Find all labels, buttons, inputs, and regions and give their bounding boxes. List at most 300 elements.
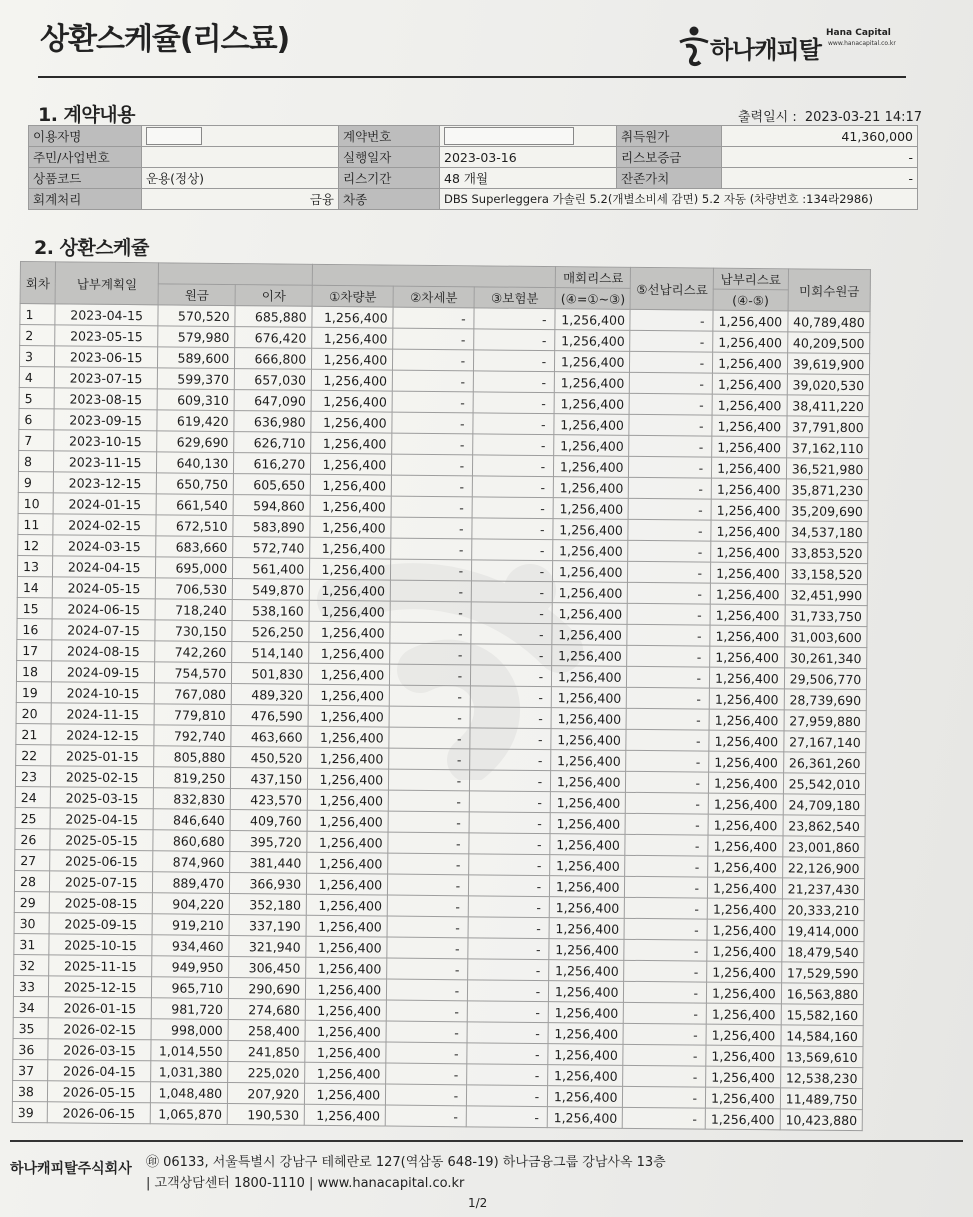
table-cell: 1,256,400 <box>712 373 787 395</box>
accounting-value: 금융 <box>142 189 339 210</box>
table-cell: 2025-02-15 <box>51 766 154 788</box>
table-cell: 874,960 <box>153 851 230 873</box>
table-cell: 12,538,230 <box>780 1067 863 1089</box>
table-cell: 1,256,400 <box>709 751 784 773</box>
table-cell: 1,256,400 <box>551 729 627 751</box>
table-cell: 26 <box>15 828 50 849</box>
table-cell: - <box>469 875 550 897</box>
table-cell: 2024-02-15 <box>53 514 156 536</box>
table-cell: - <box>625 834 708 856</box>
table-cell: 1,256,400 <box>310 558 391 580</box>
table-cell: 24 <box>15 786 50 807</box>
table-cell: - <box>469 833 550 855</box>
table-cell: 35,209,690 <box>786 500 869 522</box>
table-cell: 30,261,340 <box>784 647 867 669</box>
table-cell: - <box>623 1086 706 1108</box>
table-cell: 1,256,400 <box>708 793 783 815</box>
product-code-value: 운용(정상) <box>142 168 339 189</box>
masked-field <box>444 127 574 145</box>
table-cell: - <box>472 476 553 498</box>
table-cell: - <box>629 456 712 478</box>
table-cell: - <box>471 581 552 603</box>
table-cell: 290,690 <box>229 978 306 1000</box>
table-cell: 26,361,260 <box>783 752 866 774</box>
table-cell: - <box>472 518 553 540</box>
table-cell: 1,256,400 <box>552 645 628 667</box>
table-cell: 1,256,400 <box>550 855 626 877</box>
table-cell: 583,890 <box>233 516 310 538</box>
table-cell: 13 <box>17 555 52 576</box>
table-cell: 2023-04-15 <box>55 304 158 326</box>
col-insurance: ③보험분 <box>474 287 555 309</box>
table-cell: 2023-06-15 <box>55 346 158 368</box>
table-cell: 805,880 <box>154 746 231 768</box>
table-cell: 34,537,180 <box>786 521 869 543</box>
table-cell: - <box>470 749 551 771</box>
table-cell: 1,256,400 <box>304 1104 385 1126</box>
table-cell: - <box>387 958 468 980</box>
col-vehicle: ①차량분 <box>312 285 393 307</box>
table-cell: - <box>474 308 555 330</box>
table-cell: - <box>472 497 553 519</box>
table-cell: - <box>470 707 551 729</box>
footer-address: ㊞ 06133, 서울특별시 강남구 테헤란로 127(역삼동 648-19) 하나금융그룹 강남사옥 13층 <box>146 1155 666 1170</box>
table-cell: 981,720 <box>151 998 228 1020</box>
table-cell: 1,256,400 <box>709 730 784 752</box>
table-cell: - <box>390 580 471 602</box>
schedule-table <box>12 261 872 1131</box>
col-prepaid: ⑤선납리스료 <box>631 267 714 310</box>
table-cell: 1,256,400 <box>306 915 387 937</box>
table-cell: 1,256,400 <box>551 687 627 709</box>
table-cell: 1,256,400 <box>551 771 627 793</box>
table-cell: 1,256,400 <box>710 604 785 626</box>
table-cell: 38,411,220 <box>787 395 870 417</box>
table-cell: 1,256,400 <box>548 1044 624 1066</box>
table-cell: 1,256,400 <box>706 982 781 1004</box>
table-cell: - <box>624 1002 707 1024</box>
table-cell: 832,830 <box>153 788 230 810</box>
table-cell: 889,470 <box>153 872 230 894</box>
table-cell: 1,256,400 <box>554 414 630 436</box>
table-cell: 599,370 <box>157 368 234 390</box>
table-cell: 36,521,980 <box>786 458 869 480</box>
table-cell: 35 <box>13 1017 48 1038</box>
table-cell: 1,256,400 <box>548 1086 624 1108</box>
table-cell: - <box>391 475 472 497</box>
table-cell: 33,158,520 <box>785 563 868 585</box>
table-cell: 306,450 <box>229 957 306 979</box>
table-cell: 2024-11-15 <box>51 703 154 725</box>
col-payable-b: (④-⑤) <box>713 289 788 311</box>
table-cell: 1,256,400 <box>548 1002 624 1024</box>
table-cell: 718,240 <box>155 599 232 621</box>
table-cell: 1,256,400 <box>554 372 630 394</box>
table-cell: - <box>392 391 473 413</box>
table-cell: - <box>473 371 554 393</box>
col-tax: ②차세분 <box>393 286 474 308</box>
table-cell: 2025-01-15 <box>51 745 154 767</box>
table-cell: - <box>624 960 707 982</box>
table-cell: 37,162,110 <box>786 437 869 459</box>
table-cell: 792,740 <box>154 725 231 747</box>
table-cell: - <box>471 623 552 645</box>
table-cell: 570,520 <box>158 305 235 327</box>
page-title: 상환스케쥴(리스료) <box>40 22 290 57</box>
table-cell: 16 <box>17 618 52 639</box>
table-cell: 28,739,690 <box>784 689 867 711</box>
table-cell: 337,190 <box>229 915 306 937</box>
table-cell: 450,520 <box>231 747 308 769</box>
logo-text: 하나캐피탈 <box>710 36 821 64</box>
table-cell: 1,256,400 <box>310 516 391 538</box>
table-cell: 1,256,400 <box>309 621 390 643</box>
col-monthly-a: 매회리스료 <box>555 267 631 289</box>
table-cell: 1,256,400 <box>548 1065 624 1087</box>
table-cell: - <box>472 539 553 561</box>
table-cell: 1,256,400 <box>307 789 388 811</box>
table-cell: 609,310 <box>157 389 234 411</box>
table-cell: 695,000 <box>156 557 233 579</box>
table-cell: 39,619,900 <box>787 353 870 375</box>
table-cell: 1,256,400 <box>551 750 627 772</box>
table-cell: - <box>385 1105 466 1127</box>
table-cell: - <box>471 665 552 687</box>
col-no: 회차 <box>20 262 56 304</box>
table-cell: 1,048,480 <box>151 1082 228 1104</box>
table-cell: 32 <box>14 954 49 975</box>
table-cell: - <box>467 1043 548 1065</box>
table-cell: 2024-10-15 <box>51 682 154 704</box>
table-cell: - <box>468 959 549 981</box>
table-cell: 1,256,400 <box>305 999 386 1021</box>
table-cell: 1,256,400 <box>311 411 392 433</box>
table-cell: - <box>387 979 468 1001</box>
table-cell: 650,750 <box>156 473 233 495</box>
table-cell: 1,256,400 <box>706 1066 781 1088</box>
table-cell: 1,256,400 <box>553 519 629 541</box>
table-cell: 1,256,400 <box>307 873 388 895</box>
resident-id-value <box>142 147 339 168</box>
table-cell: 1,256,400 <box>711 520 786 542</box>
table-cell: 18,479,540 <box>782 941 865 963</box>
table-cell: 24,709,180 <box>783 794 866 816</box>
table-cell: - <box>392 454 473 476</box>
table-cell: 572,740 <box>233 537 310 559</box>
table-cell: 30 <box>14 912 49 933</box>
table-cell: - <box>629 435 712 457</box>
table-cell: - <box>392 412 473 434</box>
table-cell: 2 <box>20 325 55 346</box>
table-cell: 779,810 <box>154 704 231 726</box>
table-cell: 904,220 <box>152 893 229 915</box>
table-cell: 19,414,000 <box>782 920 865 942</box>
table-cell: 366,930 <box>230 873 307 895</box>
table-cell: 1,256,400 <box>708 814 783 836</box>
table-cell: 2026-01-15 <box>48 997 151 1019</box>
table-cell: 321,940 <box>229 936 306 958</box>
table-cell: 2025-12-15 <box>49 976 152 998</box>
table-cell: 31,733,750 <box>785 605 868 627</box>
table-cell: 1,256,400 <box>555 330 631 352</box>
contract-no-label: 계약번호 <box>339 126 440 147</box>
table-cell: 742,260 <box>155 641 232 663</box>
residual-value: - <box>722 168 918 189</box>
table-cell: 1,256,400 <box>311 369 392 391</box>
start-date-label: 실행일자 <box>339 147 440 168</box>
table-cell: 1,256,400 <box>306 978 387 1000</box>
table-cell: 1,256,400 <box>710 646 785 668</box>
table-cell: - <box>625 855 708 877</box>
table-cell: 1,256,400 <box>550 834 626 856</box>
table-cell: - <box>628 540 711 562</box>
table-cell: - <box>392 433 473 455</box>
table-cell: - <box>391 559 472 581</box>
table-cell: 190,530 <box>227 1104 304 1126</box>
table-cell: 1,256,400 <box>312 327 393 349</box>
col-monthly-b: (④=①~③) <box>555 288 631 310</box>
masked-field <box>146 127 202 145</box>
header-divider <box>38 76 906 78</box>
table-cell: 1,256,400 <box>553 561 629 583</box>
section-schedule-title: 2. 상환스케쥴 <box>34 237 149 259</box>
table-cell: - <box>623 1107 706 1129</box>
table-cell: 33 <box>13 975 48 996</box>
table-cell: 20,333,210 <box>782 899 865 921</box>
table-cell: - <box>391 538 472 560</box>
table-cell: 501,830 <box>232 663 309 685</box>
table-cell: 352,180 <box>229 894 306 916</box>
table-cell: - <box>388 853 469 875</box>
table-cell: - <box>626 813 709 835</box>
table-cell: 1,256,400 <box>306 894 387 916</box>
col-interest: 이자 <box>235 285 312 307</box>
table-cell: - <box>473 434 554 456</box>
table-cell: 31,003,600 <box>785 626 868 648</box>
table-cell: 2026-04-15 <box>48 1060 151 1082</box>
table-cell: 1,256,400 <box>713 352 788 374</box>
table-cell: 1,256,400 <box>710 625 785 647</box>
table-cell: 6 <box>19 408 54 429</box>
col-plan-date: 납부계획일 <box>55 262 158 305</box>
table-cell: 8 <box>18 450 53 471</box>
table-cell: - <box>386 1042 467 1064</box>
table-cell: 1,256,400 <box>551 708 627 730</box>
table-cell: 647,090 <box>234 390 311 412</box>
table-cell: - <box>393 349 474 371</box>
table-cell: 619,420 <box>157 410 234 432</box>
table-cell: - <box>389 706 470 728</box>
table-cell: 1,256,400 <box>307 852 388 874</box>
table-cell: 683,660 <box>156 536 233 558</box>
table-cell: 11,489,750 <box>780 1088 863 1110</box>
table-cell: 10 <box>18 492 53 513</box>
acquisition-value: 41,360,000 <box>722 126 918 147</box>
table-cell: 17 <box>17 639 52 660</box>
table-cell: 28 <box>14 870 49 891</box>
table-cell: 1,256,400 <box>310 495 391 517</box>
table-cell: - <box>624 981 707 1003</box>
table-cell: 489,320 <box>231 684 308 706</box>
table-cell: 1,256,400 <box>713 331 788 353</box>
table-cell: - <box>388 874 469 896</box>
table-cell: 27,959,880 <box>784 710 867 732</box>
customer-name-value <box>142 126 339 147</box>
table-cell: - <box>470 728 551 750</box>
acquisition-label: 취득원가 <box>617 126 722 147</box>
col-principal: 원금 <box>158 284 235 306</box>
table-cell: 38 <box>12 1080 47 1101</box>
table-cell: - <box>389 685 470 707</box>
table-cell: 21,237,430 <box>782 878 865 900</box>
table-cell: 538,160 <box>232 600 309 622</box>
table-cell: - <box>390 664 471 686</box>
table-cell: 7 <box>19 429 54 450</box>
table-cell: 1,256,400 <box>311 432 392 454</box>
table-cell: 21 <box>16 723 51 744</box>
table-cell: 1,256,400 <box>309 642 390 664</box>
table-cell: 754,570 <box>155 662 232 684</box>
table-cell: 27 <box>15 849 50 870</box>
table-cell: 2023-07-15 <box>54 367 157 389</box>
table-cell: - <box>468 980 549 1002</box>
table-cell: 39 <box>12 1101 47 1122</box>
col-group-blank2 <box>312 264 555 287</box>
table-cell: - <box>386 1084 467 1106</box>
table-cell: 767,080 <box>154 683 231 705</box>
table-cell: 258,400 <box>228 1020 305 1042</box>
footer-contact: | 고객상담센터 1800-1110 | www.hanacapital.co.kr <box>146 1176 465 1191</box>
table-cell: - <box>467 1064 548 1086</box>
table-cell: 1,256,400 <box>705 1087 780 1109</box>
resident-id-label: 주민/사업번호 <box>29 147 142 168</box>
logo-en: Hana Capital <box>826 28 891 38</box>
table-cell: 1,256,400 <box>708 835 783 857</box>
table-cell: 666,800 <box>235 348 312 370</box>
table-cell: 626,710 <box>234 432 311 454</box>
table-cell: 18 <box>16 660 51 681</box>
table-cell: 1,256,400 <box>709 688 784 710</box>
table-cell: - <box>473 413 554 435</box>
table-cell: 1,256,400 <box>710 667 785 689</box>
table-cell: - <box>469 812 550 834</box>
table-cell: 1,256,400 <box>708 856 783 878</box>
table-cell: 23,001,860 <box>783 836 866 858</box>
table-cell: 476,590 <box>231 705 308 727</box>
table-cell: 526,250 <box>232 621 309 643</box>
table-cell: 1,256,400 <box>555 309 631 331</box>
table-cell: - <box>626 750 709 772</box>
table-cell: 860,680 <box>153 830 230 852</box>
table-cell: - <box>389 727 470 749</box>
table-cell: - <box>389 748 470 770</box>
table-cell: - <box>386 1021 467 1043</box>
section-contract-title: 1. 계약내용 <box>38 104 135 126</box>
table-cell: 685,880 <box>235 306 312 328</box>
table-cell: 1,256,400 <box>306 957 387 979</box>
table-cell: 40,209,500 <box>787 332 870 354</box>
table-cell: 5 <box>19 387 54 408</box>
table-cell: 463,660 <box>231 726 308 748</box>
table-cell: 32,451,990 <box>785 584 868 606</box>
table-cell: 1,256,400 <box>709 709 784 731</box>
table-cell: 846,640 <box>153 809 230 831</box>
table-cell: 1,256,400 <box>309 600 390 622</box>
vehicle-label: 차종 <box>339 189 440 210</box>
table-cell: 37 <box>13 1059 48 1080</box>
table-cell: 1,256,400 <box>707 961 782 983</box>
table-cell: 1,256,400 <box>554 393 630 415</box>
table-cell: - <box>625 918 708 940</box>
col-payable-a: 납부리스료 <box>713 268 788 290</box>
table-cell: 549,870 <box>232 579 309 601</box>
table-cell: 1,256,400 <box>308 768 389 790</box>
table-cell: 1,256,400 <box>707 919 782 941</box>
table-cell: 1,256,400 <box>305 1020 386 1042</box>
table-cell: 25,542,010 <box>783 773 866 795</box>
table-cell: 1,256,400 <box>549 897 625 919</box>
table-cell: 1,256,400 <box>552 624 628 646</box>
table-cell: - <box>473 392 554 414</box>
table-cell: - <box>468 917 549 939</box>
table-cell: 2024-06-15 <box>52 598 155 620</box>
table-cell: 1,256,400 <box>305 1083 386 1105</box>
table-cell: 640,130 <box>157 452 234 474</box>
table-cell: 207,920 <box>228 1083 305 1105</box>
table-cell: 34 <box>13 996 48 1017</box>
table-cell: 1,031,380 <box>151 1061 228 1083</box>
table-cell: 1,256,400 <box>713 310 788 332</box>
lease-period-label: 리스기간 <box>339 168 440 189</box>
table-cell: - <box>392 370 473 392</box>
table-cell: - <box>469 791 550 813</box>
table-cell: 1,256,400 <box>711 562 786 584</box>
table-cell: - <box>470 686 551 708</box>
table-cell: 15,582,160 <box>781 1004 864 1026</box>
table-cell: - <box>627 708 710 730</box>
table-cell: 1,256,400 <box>310 474 391 496</box>
table-cell: - <box>467 1022 548 1044</box>
table-cell: 1,256,400 <box>308 747 389 769</box>
table-cell: 23 <box>15 765 50 786</box>
table-cell: 1,065,870 <box>150 1103 227 1125</box>
table-cell: 2025-10-15 <box>49 934 152 956</box>
print-value: 2023-03-21 14:17 <box>804 110 923 125</box>
table-cell: 14 <box>17 576 52 597</box>
table-cell: 1,256,400 <box>554 456 630 478</box>
table-cell: 1,256,400 <box>549 939 625 961</box>
table-cell: - <box>630 372 713 394</box>
table-cell: 2025-06-15 <box>50 850 153 872</box>
table-cell: 14,584,160 <box>781 1025 864 1047</box>
table-cell: - <box>388 811 469 833</box>
table-cell: - <box>630 309 713 331</box>
table-cell: 629,690 <box>157 431 234 453</box>
table-cell: 1,256,400 <box>308 705 389 727</box>
table-cell: - <box>623 1023 706 1045</box>
table-cell: 2025-11-15 <box>49 955 152 977</box>
table-cell: 1,256,400 <box>548 1023 624 1045</box>
table-cell: 1,256,400 <box>553 498 629 520</box>
table-cell: 241,850 <box>228 1041 305 1063</box>
table-cell: 29,506,770 <box>784 668 867 690</box>
table-cell: 2025-07-15 <box>50 871 153 893</box>
table-cell: - <box>391 496 472 518</box>
table-cell: 2024-07-15 <box>52 619 155 641</box>
col-balance: 미회수원금 <box>788 269 871 312</box>
table-cell: 1,256,400 <box>308 684 389 706</box>
table-cell: 225,020 <box>228 1062 305 1084</box>
